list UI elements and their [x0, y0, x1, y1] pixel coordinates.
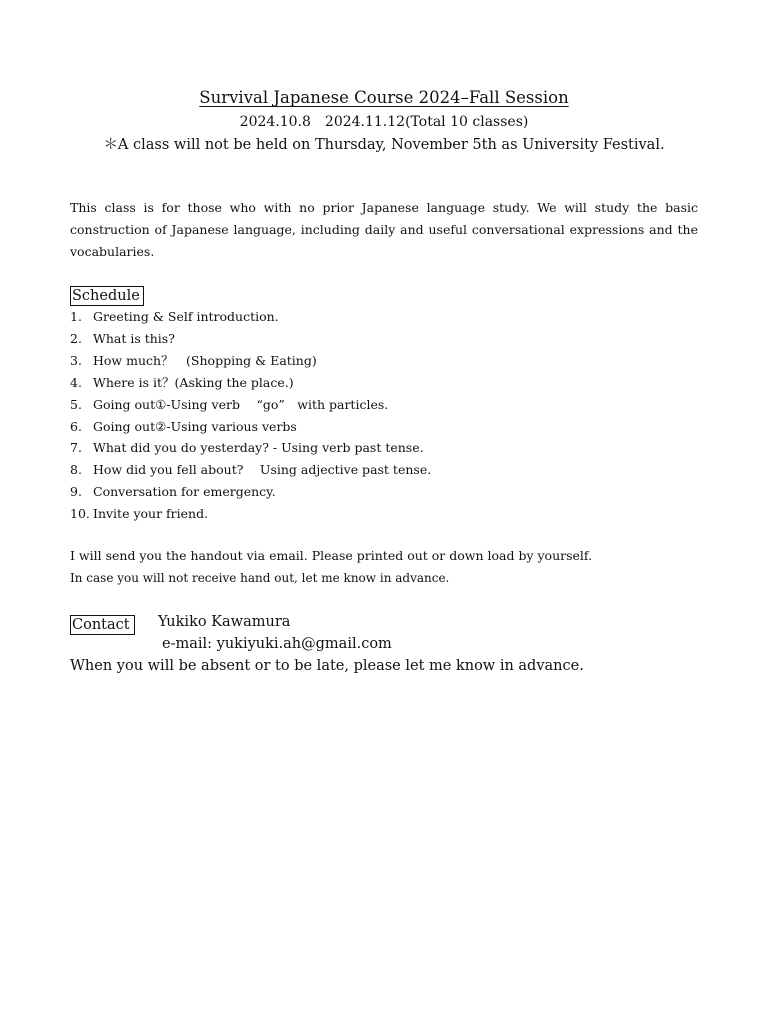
handout-advance-note: In case you will not receive hand out, let me know in advance. — [70, 571, 450, 585]
schedule-item — [70, 503, 431, 525]
schedule-item-number: 3. — [70, 352, 82, 368]
schedule-item-number: 7. — [70, 440, 82, 456]
schedule-item-number: 8. — [70, 462, 82, 478]
schedule-item-number: 6. — [70, 418, 82, 434]
course-dates: 2024.10.8 2024.11.12(Total 10 classes) — [239, 114, 529, 130]
schedule-item-number: 5. — [70, 396, 82, 412]
absence-note: When you will be absent or to be late, please let me know in advance. — [70, 658, 584, 674]
schedule-heading: Schedule — [70, 286, 144, 306]
schedule-item-text: Invite your friend. — [93, 506, 209, 522]
schedule-item-text: Going out①-Using verb “go” with particles. — [93, 396, 389, 412]
schedule-item — [70, 306, 431, 328]
schedule-item — [70, 372, 431, 394]
schedule-item — [70, 350, 431, 372]
contact-heading: Contact — [70, 615, 135, 635]
schedule-item-text: Going out②-Using various verbs — [93, 418, 297, 434]
schedule-item-number: 2. — [70, 330, 82, 346]
schedule-item-number: 1. — [70, 309, 82, 324]
handout-note: I will send you the handout via email. Please printed out or down load by yourself. — [70, 548, 593, 563]
schedule-item-text: How much？ (Shopping & Eating) — [93, 352, 317, 368]
schedule-item — [70, 459, 431, 481]
contact-email: e-mail: yukiyuki.ah@gmail.com — [162, 636, 392, 652]
schedule-item-text: What did you do yesterday? - Using verb past tense. — [93, 440, 424, 456]
schedule-item-number: 4. — [70, 374, 82, 390]
course-title: Survival Japanese Course 2024–Fall Session — [199, 88, 569, 107]
schedule-item — [70, 416, 431, 438]
festival-notice: ＊A class will not be held on Thursday, November 5th as University Festival. — [103, 137, 665, 153]
contact-name: Yukiko Kawamura — [158, 614, 291, 630]
schedule-item-number: 9. — [70, 484, 82, 500]
schedule-item — [70, 437, 431, 459]
schedule-item-number: 10. — [70, 506, 90, 522]
schedule-list — [70, 306, 431, 525]
schedule-item — [70, 481, 431, 503]
schedule-item-text: Greeting & Self introduction. — [93, 309, 279, 324]
schedule-item-text: Conversation for emergency. — [93, 484, 276, 500]
schedule-item — [70, 394, 431, 416]
intro-paragraph: This class is for those who with no prior Japanese language study. We will study the basic construction of Japanese language, including daily and useful conversational expressions and the vocabularies. — [70, 200, 698, 259]
schedule-item — [70, 328, 431, 350]
schedule-item-text: Where is it？(Asking the place.) — [93, 374, 294, 390]
schedule-item-text: What is this? — [93, 330, 175, 346]
schedule-item-text: How did you fell about? Using adjective past tense. — [93, 462, 432, 478]
